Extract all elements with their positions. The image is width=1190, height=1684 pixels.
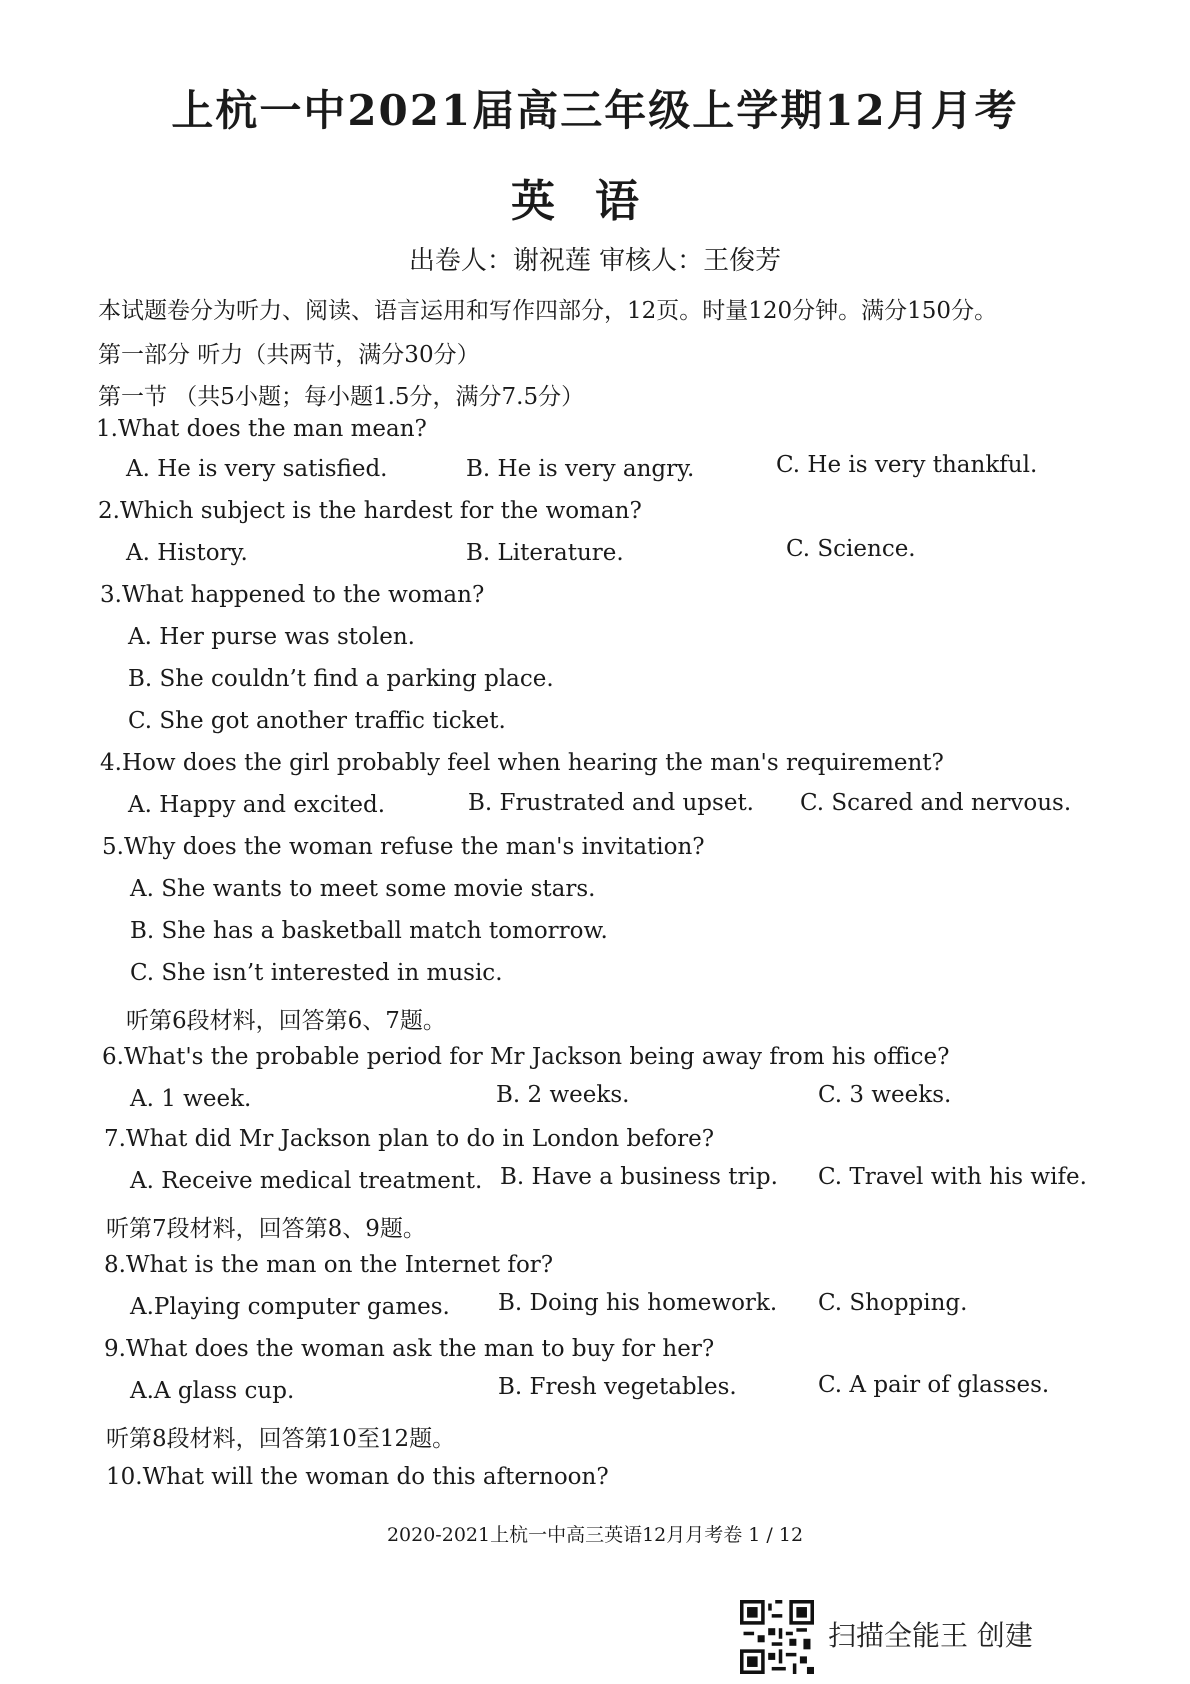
question-option: A. Receive medical treatment. — [130, 1168, 483, 1194]
question-option: B. 2 weeks. — [496, 1082, 630, 1108]
scanner-watermark: 扫描全能王 创建 — [828, 1619, 1033, 1652]
question-stem: 7.What did Mr Jackson plan to do in London before? — [104, 1126, 715, 1152]
part-heading: 第一部分 听力（共两节，满分30分） — [98, 342, 480, 368]
question-option: B. She has a basketball match tomorrow. — [130, 918, 608, 944]
question-option: B. Doing his homework. — [498, 1290, 778, 1316]
question-stem: 8.What is the man on the Internet for? — [104, 1252, 554, 1278]
question-option: B. Have a business trip. — [500, 1164, 778, 1190]
question-stem: 5.Why does the woman refuse the man's invitation? — [102, 834, 705, 860]
question-option: C. 3 weeks. — [818, 1082, 952, 1108]
question-option: B. She couldn’t find a parking place. — [128, 666, 554, 692]
question-stem: 4.How does the girl probably feel when hearing the man's requirement? — [100, 750, 944, 776]
question-option: C. Science. — [786, 536, 916, 562]
question-option: C. A pair of glasses. — [818, 1372, 1050, 1398]
question-option: B. He is very angry. — [466, 456, 695, 482]
question-option: A. 1 week. — [130, 1086, 252, 1112]
question-stem: 2.Which subject is the hardest for the woman? — [98, 498, 642, 524]
section-heading: 第一节 （共5小题；每小题1.5分，满分7.5分） — [98, 384, 585, 410]
question-option: C. Scared and nervous. — [800, 790, 1072, 816]
question-option: A. Happy and excited. — [128, 792, 386, 818]
exam-title: 上杭一中2021届高三年级上学期12月月考 — [171, 86, 1019, 135]
question-option: C. She got another traffic ticket. — [128, 708, 506, 734]
question-stem: 6.What's the probable period for Mr Jackson being away from his office? — [102, 1044, 950, 1070]
question-option: A. She wants to meet some movie stars. — [130, 876, 596, 902]
question-option: C. She isn’t interested in music. — [130, 960, 503, 986]
question-option: A.A glass cup. — [130, 1378, 295, 1404]
question-stem: 1.What does the man mean? — [96, 416, 427, 442]
authors-line: 出卷人：谢祝莲 审核人：王俊芳 — [408, 246, 782, 276]
question-option: B. Fresh vegetables. — [498, 1374, 737, 1400]
question-option: C. He is very thankful. — [776, 452, 1038, 478]
question-option: B. Frustrated and upset. — [468, 790, 754, 816]
page-footer: 2020-2021上杭一中高三英语12月月考卷 1 / 12 — [386, 1524, 804, 1546]
question-stem: 10.What will the woman do this afternoon? — [106, 1464, 609, 1490]
qr-code-icon — [740, 1600, 814, 1674]
listening-instruction: 听第7段材料，回答第8、9题。 — [106, 1216, 426, 1242]
question-option: A. Her purse was stolen. — [128, 624, 415, 650]
question-stem: 3.What happened to the woman? — [100, 582, 485, 608]
question-option: A. History. — [126, 540, 248, 566]
listening-instruction: 听第8段材料，回答第10至12题。 — [106, 1426, 456, 1452]
listening-instruction: 听第6段材料，回答第6、7题。 — [126, 1008, 446, 1034]
subject-title: 英语 — [511, 176, 679, 227]
question-option: C. Travel with his wife. — [818, 1164, 1087, 1190]
question-option: B. Literature. — [466, 540, 624, 566]
question-option: A. He is very satisfied. — [126, 456, 388, 482]
question-option: A.Playing computer games. — [130, 1294, 450, 1320]
question-option: C. Shopping. — [818, 1290, 968, 1316]
question-stem: 9.What does the woman ask the man to buy for her? — [104, 1336, 715, 1362]
exam-intro: 本试题卷分为听力、阅读、语言运用和写作四部分，12页。时量120分钟。满分150分。 — [98, 298, 998, 324]
